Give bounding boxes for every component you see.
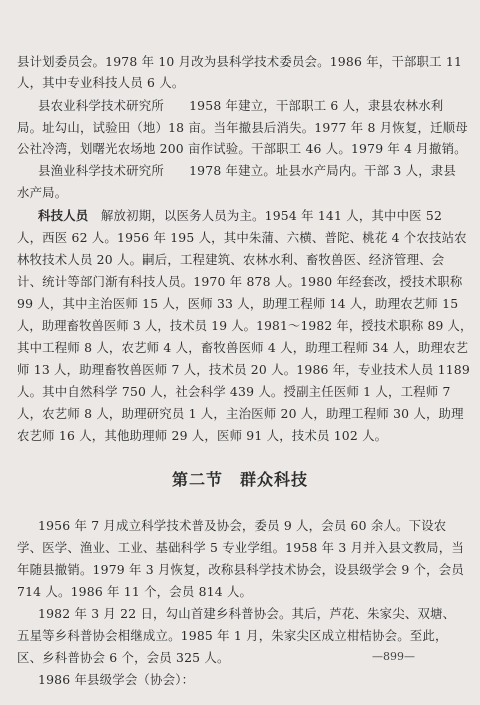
text-line: 局。址勾山，试验田（地）18 亩。当年撤县后消失。1977 年 8 月恢复，迁顺母	[17, 120, 468, 135]
text-line: 县农业科学技术研究所 1958 年建立，干部职工 6 人，隶县农林水利	[38, 98, 444, 113]
keji-first-text: 解放初期，以医务人员为主。1954 年 141 人，其中中医 52	[88, 208, 443, 223]
text-line: 五星等乡科普协会相继成立。1985 年 1 月，朱家尖区成立柑桔协会。至此，	[17, 628, 448, 643]
keji-first-line	[38, 207, 442, 224]
page-number: —899—	[372, 650, 415, 663]
text-line: 县计划委员会。1978 年 10 月改为县科学技术委员会。1986 年，干部职工 11	[17, 54, 463, 69]
text-line: 714 人。1986 年 11 个，会员 814 人。	[17, 584, 253, 599]
section-heading: 第二节 群众科技	[171, 470, 308, 489]
text-line: 水产局。	[17, 185, 68, 200]
text-line: 学、医学、渔业、工业、基础科学 5 专业学组。1958 年 3 月并入县文教局，当	[17, 540, 464, 555]
text-line: 公社冷湾，划曙光农场地 200 亩作试验。干部职工 46 人。1979 年 4 月撤销。	[17, 141, 467, 156]
text-line: 年随县撤销。1979 年 3 月恢复，改称县科学技术协会，设县级学会 9 个，会员	[17, 562, 464, 577]
text-line: 人，其中专业科技人员 6 人。	[17, 75, 185, 90]
text-line: 师 13 人，助理畜牧兽医师 7 人，技术员 20 人。1986 年，专业技术人员 1189	[17, 362, 470, 377]
text-line: 县渔业科学技术研究所 1978 年建立。址县水产局内。干部 3 人，隶县	[38, 163, 456, 178]
text-line: 1986 年县级学会（协会）：	[38, 672, 195, 687]
text-line: 其中工程师 8 人，农艺师 4 人，畜牧兽医师 4 人，助理工程师 34 人，助理农艺	[17, 340, 469, 355]
text-line: 人。其中自然科学 750 人，社会科学 439 人。授副主任医师 1 人，工程师 7	[17, 384, 451, 399]
text-line: 1956 年 7 月成立科学技术普及协会，委员 9 人，会员 60 余人。下设农	[38, 518, 447, 533]
keji-label: 科技人员	[38, 208, 89, 223]
text-line: 农艺师 16 人，其他助理师 29 人，医师 91 人，技术员 102 人。	[17, 428, 388, 443]
text-line: 人，西医 62 人。1956 年 195 人，其中朱蒲、六横、普陀、桃花 4 个农技站农	[17, 230, 467, 245]
text-line: 人，农艺师 8 人，助理研究员 1 人，主治医师 20 人，助理工程师 30 人，助理	[17, 406, 464, 421]
text-line: 99 人，其中主治医师 15 人，医师 33 人，助理工程师 14 人，助理农艺师 15	[17, 296, 459, 311]
text-line: 1982 年 3 月 22 日，勾山首建乡科普协会。其后，芦花、朱家尖、双塘、	[38, 606, 456, 621]
text-line: 人，助理畜牧兽医师 3 人，技术员 19 人。1981～1982 年，授技术职称 89 人，	[17, 318, 473, 333]
text-line: 林牧技术人员 20 人。嗣后，工程建筑、农林水利、畜牧兽医、经济管理、会	[17, 252, 445, 267]
text-line: 计、统计等部门渐有科技人员。1970 年 878 人。1980 年经套改，授技术职称	[17, 274, 463, 289]
text-line: 区、乡科普协会 6 个，会员 325 人。	[17, 650, 230, 665]
